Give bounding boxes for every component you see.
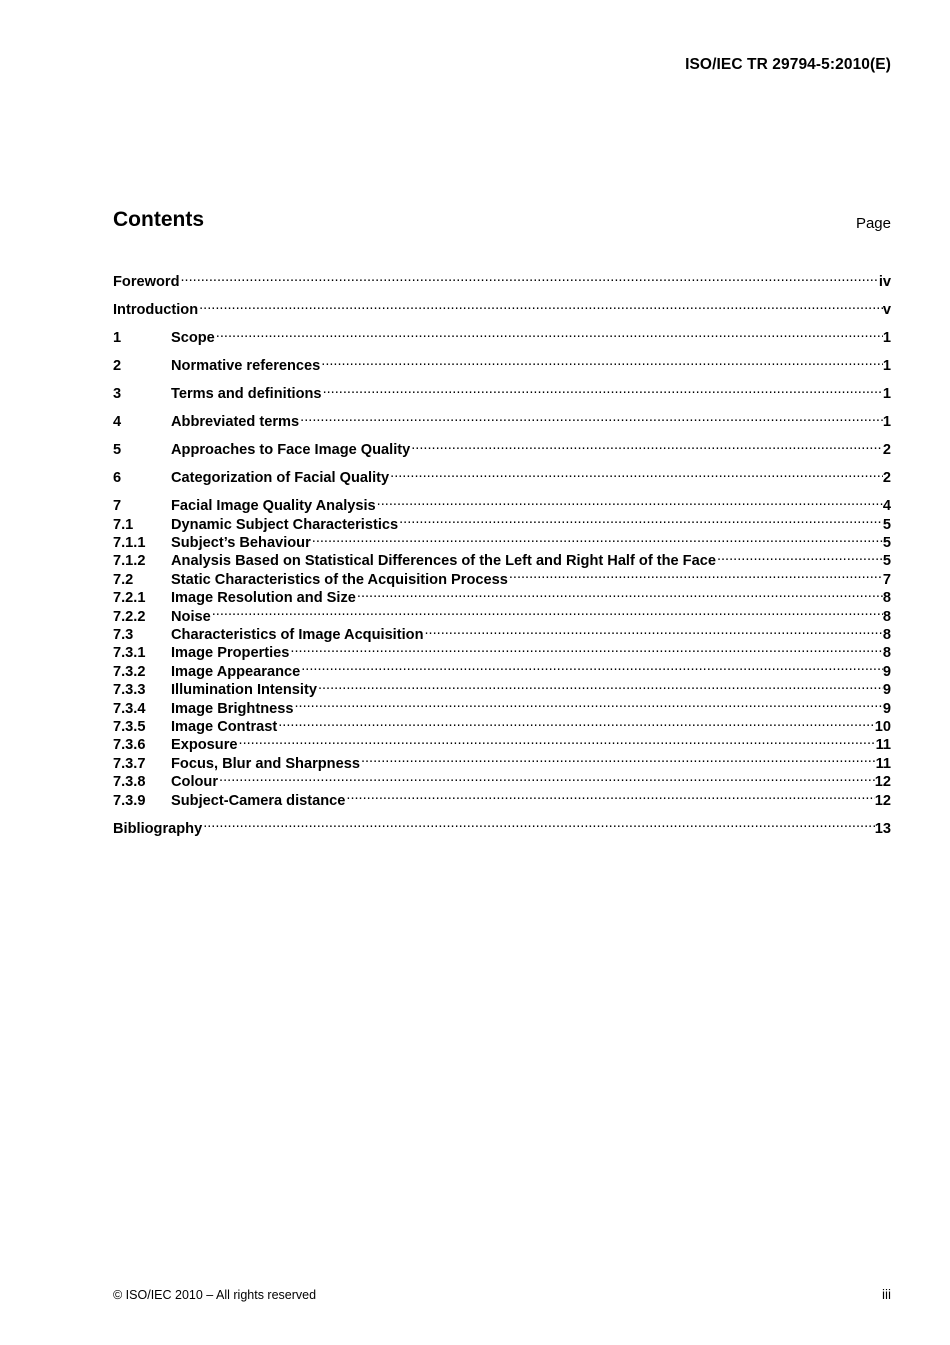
leader-dots	[345, 786, 874, 804]
toc-entry-number: 1	[113, 330, 122, 347]
toc-entry-title: Terms and definitions	[171, 386, 322, 403]
toc-entry-page: 10	[874, 718, 891, 735]
leader-dots	[289, 639, 882, 657]
toc-entry-7-3-9[interactable]	[113, 786, 891, 809]
toc-entry-number: 7.3.8	[113, 774, 146, 791]
toc-entry-4[interactable]	[113, 408, 891, 431]
toc-entry-number: 7.3.9	[113, 792, 146, 809]
leader-dots	[293, 694, 882, 712]
toc-entry-title: Subject-Camera distance	[171, 792, 346, 809]
toc-entry-title: Abbreviated terms	[171, 414, 300, 431]
leader-dots	[202, 814, 875, 832]
toc-entry-number: 2	[113, 358, 122, 375]
toc-entry-title: Colour	[171, 774, 219, 791]
leader-dots	[398, 510, 883, 528]
table-of-contents	[113, 268, 891, 837]
toc-entry-page: 7	[882, 571, 891, 588]
toc-entry-title: Subject’s Behaviour	[171, 535, 311, 552]
toc-entry-page: 13	[874, 820, 891, 837]
toc-entry-page: 1	[882, 330, 891, 347]
toc-entry-title: Normative references	[171, 358, 321, 375]
toc-entry-number: 5	[113, 442, 122, 459]
toc-entry-title: Focus, Blur and Sharpness	[171, 755, 360, 772]
toc-entry-title: Exposure	[171, 737, 238, 754]
toc-entry-page: 8	[882, 627, 891, 643]
toc-entry-title: Analysis Based on Statistical Differences of the Left and Right Half of the Face	[171, 553, 716, 570]
toc-entry-number: 7.2.2	[113, 608, 146, 625]
toc-entry-number: 7.3.7	[113, 755, 146, 772]
toc-entry-title: Foreword	[113, 274, 180, 291]
toc-entry-number: 7	[113, 498, 122, 515]
leader-dots	[277, 713, 875, 731]
toc-entry-page: 9	[882, 663, 891, 680]
toc-entry-page: 1	[882, 414, 891, 431]
toc-entry-7-3-8[interactable]	[113, 768, 891, 791]
leader-dots	[317, 676, 883, 694]
toc-entry-title: Characteristics of Image Acquisition	[171, 627, 424, 643]
toc-entry-number: 7.3.1	[113, 645, 146, 662]
toc-entry-page: 1	[882, 358, 891, 375]
toc-entry-5[interactable]	[113, 436, 891, 459]
leader-dots	[356, 584, 883, 602]
toc-entry-title: Approaches to Face Image Quality	[171, 442, 411, 459]
toc-entry-number: 7.2.1	[113, 590, 146, 607]
leader-dots	[300, 657, 883, 675]
toc-entry-7-2-2[interactable]	[113, 602, 891, 625]
toc-entry-title: Scope	[171, 330, 215, 347]
contents-heading: Contents	[113, 208, 204, 231]
leader-dots	[410, 436, 883, 454]
toc-entry-7-3[interactable]	[113, 621, 891, 643]
toc-entry-page: v	[882, 302, 891, 319]
toc-entry-number: 7.3.2	[113, 663, 146, 680]
footer-page-number: iii	[882, 1287, 891, 1302]
toc-entry-3[interactable]	[113, 380, 891, 403]
leader-dots	[311, 529, 883, 547]
toc-entry-foreword[interactable]	[113, 268, 891, 291]
toc-entry-number: 7.3.5	[113, 718, 146, 735]
toc-entry-number: 7.3.6	[113, 737, 146, 754]
toc-entry-page: 1	[882, 386, 891, 403]
toc-entry-number: 7.1	[113, 516, 134, 533]
toc-entry-title: Image Contrast	[171, 718, 278, 735]
leader-dots	[322, 380, 883, 398]
page-column-label: Page	[855, 215, 891, 232]
leader-dots	[299, 408, 883, 426]
toc-entry-page: 11	[875, 737, 891, 754]
toc-entry-number: 7.3.4	[113, 700, 146, 717]
toc-entry-7[interactable]	[113, 492, 891, 515]
leader-dots	[218, 768, 875, 786]
toc-entry-title: Image Properties	[171, 645, 290, 662]
toc-entry-2[interactable]	[113, 352, 891, 375]
leader-dots	[423, 621, 882, 639]
toc-entry-title: Static Characteristics of the Acquisition Process	[171, 571, 508, 588]
toc-entry-title: Facial Image Quality Analysis	[171, 498, 376, 515]
leader-dots	[211, 602, 883, 620]
toc-entry-page: 8	[882, 608, 891, 625]
toc-entry-page: iv	[878, 274, 891, 291]
toc-entry-page: 11	[875, 755, 891, 772]
footer-copyright: © ISO/IEC 2010 – All rights reserved	[113, 1288, 317, 1302]
leader-dots	[179, 268, 878, 286]
toc-entry-title: Dynamic Subject Characteristics	[171, 516, 399, 533]
leader-dots	[215, 324, 883, 342]
toc-entry-title: Illumination Intensity	[171, 682, 317, 699]
leader-dots	[716, 547, 883, 565]
leader-dots	[360, 749, 876, 767]
toc-entry-number: 7.3	[113, 627, 134, 643]
document-id: ISO/IEC TR 29794-5:2010(E)	[685, 56, 891, 73]
toc-entry-number: 7.3.3	[113, 682, 146, 699]
toc-entry-page: 2	[882, 442, 891, 459]
leader-dots	[376, 492, 883, 510]
leader-dots	[508, 565, 883, 583]
toc-entry-6[interactable]	[113, 464, 891, 487]
leader-dots	[238, 731, 876, 749]
toc-entry-page: 8	[882, 645, 891, 662]
toc-entry-page: 5	[882, 535, 891, 552]
toc-entry-bibliography[interactable]	[113, 814, 891, 837]
toc-entry-page: 12	[874, 774, 891, 791]
toc-entry-1[interactable]	[113, 324, 891, 347]
toc-entry-page: 5	[882, 553, 891, 570]
toc-entry-page: 12	[874, 792, 891, 809]
toc-entry-page: 2	[882, 470, 891, 487]
leader-dots	[389, 464, 883, 482]
toc-entry-number: 7.2	[113, 571, 134, 588]
toc-entry-page: 9	[882, 682, 891, 699]
toc-entry-page: 9	[882, 700, 891, 717]
toc-entry-title: Bibliography	[113, 820, 203, 837]
toc-entry-number: 6	[113, 470, 122, 487]
toc-entry-number: 7.1.2	[113, 553, 146, 570]
toc-entry-title: Image Resolution and Size	[171, 590, 356, 607]
toc-entry-number: 4	[113, 414, 122, 431]
toc-entry-title: Noise	[171, 608, 211, 625]
leader-dots	[320, 352, 883, 370]
toc-entry-title: Image Appearance	[171, 663, 301, 680]
toc-entry-title: Categorization of Facial Quality	[171, 470, 390, 487]
toc-entry-number: 3	[113, 386, 122, 403]
leader-dots	[198, 296, 883, 314]
toc-entry-page: 5	[882, 516, 891, 533]
toc-entry-page: 8	[882, 590, 891, 607]
toc-entry-page: 4	[882, 498, 891, 515]
toc-entry-title: Introduction	[113, 302, 199, 319]
toc-entry-number: 7.1.1	[113, 535, 146, 552]
toc-entry-introduction[interactable]	[113, 296, 891, 319]
toc-entry-title: Image Brightness	[171, 700, 294, 717]
